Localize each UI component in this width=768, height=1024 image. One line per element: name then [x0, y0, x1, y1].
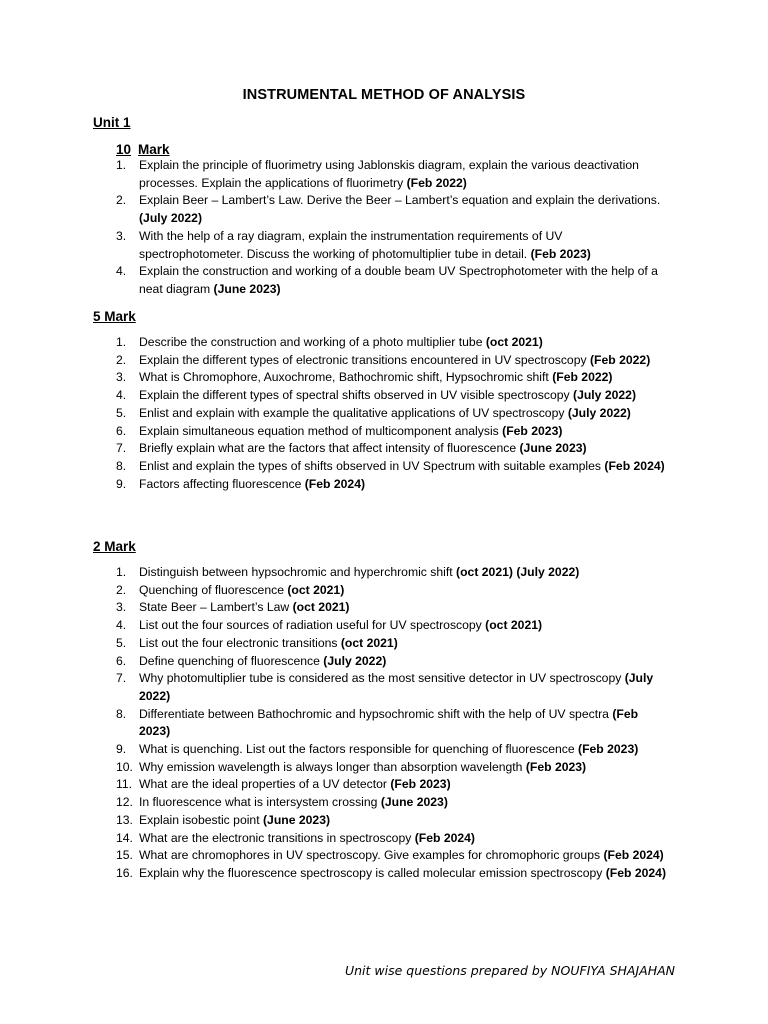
question-text: With the help of a ray diagram, explain the instrumentation requirements of UV spectrophotometer. Discuss the working of photomultiplier tube in detail.	[139, 228, 563, 261]
question-number: 5.	[116, 635, 127, 650]
question-item	[0, 741, 669, 759]
question-number: 4.	[116, 388, 127, 403]
exam-date: (Feb 2023)	[139, 706, 639, 739]
question-text: Enlist and explain with example the qualitative applications of UV spectroscopy	[139, 405, 568, 420]
ten-mark-number: 10	[116, 142, 132, 157]
question-number: 1.	[116, 335, 127, 349]
exam-date: (oct 2021)	[485, 335, 543, 349]
question-number: 2.	[116, 352, 127, 367]
exam-date: (Feb 2022)	[552, 370, 613, 385]
ten-mark-list	[0, 157, 768, 299]
question-number: 2.	[116, 582, 127, 597]
question-text: Enlist and explain the types of shifts observed in UV Spectrum with suitable examples	[139, 458, 605, 473]
question-item	[0, 157, 669, 192]
question-number: 16.	[116, 865, 133, 880]
question-number: 4.	[116, 264, 127, 279]
exam-date: (oct 2021)	[485, 618, 543, 633]
question-text: Define quenching of fluorescence	[139, 653, 324, 668]
ten-mark-label: Mark	[138, 142, 170, 157]
question-item	[0, 599, 669, 617]
question-number: 15.	[116, 848, 133, 863]
question-number: 7.	[116, 441, 127, 456]
question-number: 9.	[116, 742, 127, 757]
question-text: Explain the construction and working of a double beam UV Spectrophotometer with the help of a neat diagram	[139, 264, 658, 296]
question-number: 1.	[116, 565, 127, 579]
question-text: In fluorescence what is intersystem crossing	[139, 795, 381, 810]
exam-date: (July 2022)	[323, 653, 387, 668]
question-item	[0, 564, 669, 582]
five-mark-list	[0, 334, 768, 493]
question-number: 13.	[116, 812, 133, 827]
exam-date: (June 2023)	[213, 281, 281, 296]
exam-date: (Feb 2024)	[605, 865, 667, 880]
question-text: Explain Beer – Lambert’s Law. Derive the Beer – Lambert’s equation and explain the derivations.	[139, 193, 661, 208]
question-text: What are the ideal properties of a UV detector	[139, 777, 391, 792]
question-number: 6.	[116, 653, 127, 668]
question-text: What is quenching. List out the factors responsible for quenching of fluorescence	[139, 742, 579, 757]
exam-date: (July 2022)	[139, 671, 654, 703]
question-text: Differentiate between Bathochromic and hypsochromic shift with the help of UV spectra	[139, 706, 613, 721]
question-item	[0, 263, 669, 298]
question-text: What is Chromophore, Auxochrome, Bathochromic shift, Hypsochromic shift	[139, 370, 553, 385]
question-item	[0, 794, 669, 812]
exam-date: (Feb 2023)	[390, 777, 451, 792]
question-item	[0, 582, 669, 600]
question-text: Explain the principle of fluorimetry using Jablonskis diagram, explain the various deactivation processes. Explain the applications of fluorimetry	[139, 158, 639, 190]
exam-date: (Feb 2023)	[525, 759, 587, 774]
question-text: State Beer – Lambert’s Law	[139, 600, 293, 615]
five-mark-heading: 5 Mark	[93, 309, 136, 324]
question-text: Explain the different types of spectral shifts observed in UV visible spectroscopy	[139, 388, 574, 403]
question-number: 4.	[116, 618, 127, 633]
question-text: Why emission wavelength is always longer than absorption wavelength	[139, 759, 526, 774]
question-item	[0, 352, 669, 370]
question-item	[0, 706, 669, 741]
exam-date: (June 2023)	[262, 812, 331, 827]
question-item	[0, 635, 669, 653]
footer-credit: Unit wise questions prepared by NOUFIYA SHAJAHAN	[344, 963, 675, 978]
question-text: List out the four sources of radiation useful for UV spectroscopy	[139, 618, 486, 633]
exam-date: (Feb 2023)	[578, 742, 639, 757]
question-item	[0, 759, 669, 777]
question-number: 5.	[116, 405, 127, 420]
exam-date: (June 2023)	[519, 441, 587, 456]
document-title: INSTRUMENTAL METHOD OF ANALYSIS	[242, 87, 526, 103]
question-item	[0, 653, 669, 671]
question-item	[0, 476, 669, 494]
question-number: 10.	[116, 759, 133, 774]
question-text: Explain the different types of electronic transitions encountered in UV spectroscopy	[139, 352, 590, 367]
question-number: 6.	[116, 423, 127, 438]
question-number: 7.	[116, 671, 127, 686]
question-text: Briefly explain what are the factors that affect intensity of fluorescence	[139, 441, 520, 456]
exam-date: (Feb 2024)	[603, 848, 664, 863]
question-number: 8.	[116, 458, 127, 473]
exam-date: (Feb 2023)	[502, 423, 563, 438]
question-text: What are chromophores in UV spectroscopy. Give examples for chromophoric groups	[139, 848, 604, 863]
exam-date: (Feb 2022)	[406, 175, 467, 190]
question-item	[0, 776, 669, 794]
exam-date: (oct 2021)	[287, 582, 345, 597]
exam-date: (oct 2021)	[292, 600, 350, 615]
question-text: Why photomultiplier tube is considered as the most sensitive detector in UV spectroscopy	[139, 671, 625, 686]
question-text: Explain isobestic point	[139, 812, 263, 827]
two-mark-list	[0, 564, 768, 883]
exam-date: (July 2022)	[567, 405, 631, 420]
question-text: Describe the construction and working of a photo multiplier tube	[139, 335, 486, 349]
exam-date: (Feb 2024)	[604, 458, 665, 473]
question-number: 12.	[116, 795, 133, 810]
question-text: List out the four electronic transitions	[139, 635, 341, 650]
question-item	[0, 387, 669, 405]
question-number: 3.	[116, 600, 127, 615]
question-item	[0, 617, 669, 635]
two-mark-heading: 2 Mark	[93, 539, 136, 554]
exam-date: (oct 2021)	[340, 635, 398, 650]
question-item	[0, 865, 669, 883]
question-item	[0, 440, 669, 458]
question-item	[0, 830, 669, 848]
question-item	[0, 334, 669, 352]
question-item	[0, 847, 669, 865]
exam-date: (July 2022)	[573, 388, 637, 403]
question-text: Factors affecting fluorescence	[139, 476, 305, 491]
question-item	[0, 423, 669, 441]
question-number: 9.	[116, 476, 127, 491]
ten-mark-heading	[116, 142, 170, 157]
question-text: Quenching of fluorescence	[139, 582, 288, 597]
question-number: 3.	[116, 370, 127, 385]
exam-date: (Feb 2023)	[530, 246, 591, 261]
question-number: 8.	[116, 706, 127, 721]
question-number: 2.	[116, 193, 127, 208]
question-text: Distinguish between hypsochromic and hyperchromic shift	[139, 565, 457, 579]
question-item	[0, 670, 669, 705]
question-item	[0, 458, 669, 476]
question-text: What are the electronic transitions in spectroscopy	[139, 830, 415, 845]
question-number: 1.	[116, 158, 127, 172]
exam-date: (Feb 2022)	[589, 352, 651, 367]
exam-date: (June 2023)	[380, 795, 448, 810]
exam-date: (oct 2021) (July 2022)	[456, 565, 580, 579]
exam-date: (Feb 2024)	[414, 830, 475, 845]
question-item	[0, 192, 669, 227]
question-text: Explain why the fluorescence spectroscopy is called molecular emission spectroscopy	[139, 865, 606, 880]
question-text: Explain simultaneous equation method of multicomponent analysis	[139, 423, 503, 438]
question-number: 14.	[116, 830, 133, 845]
question-item	[0, 812, 669, 830]
question-item	[0, 405, 669, 423]
question-item	[0, 228, 669, 263]
exam-date: (Feb 2024)	[304, 476, 366, 491]
exam-date: (July 2022)	[139, 211, 203, 226]
question-number: 3.	[116, 228, 127, 243]
unit-heading: Unit 1	[93, 115, 131, 130]
question-item	[0, 369, 669, 387]
question-number: 11.	[116, 777, 133, 792]
